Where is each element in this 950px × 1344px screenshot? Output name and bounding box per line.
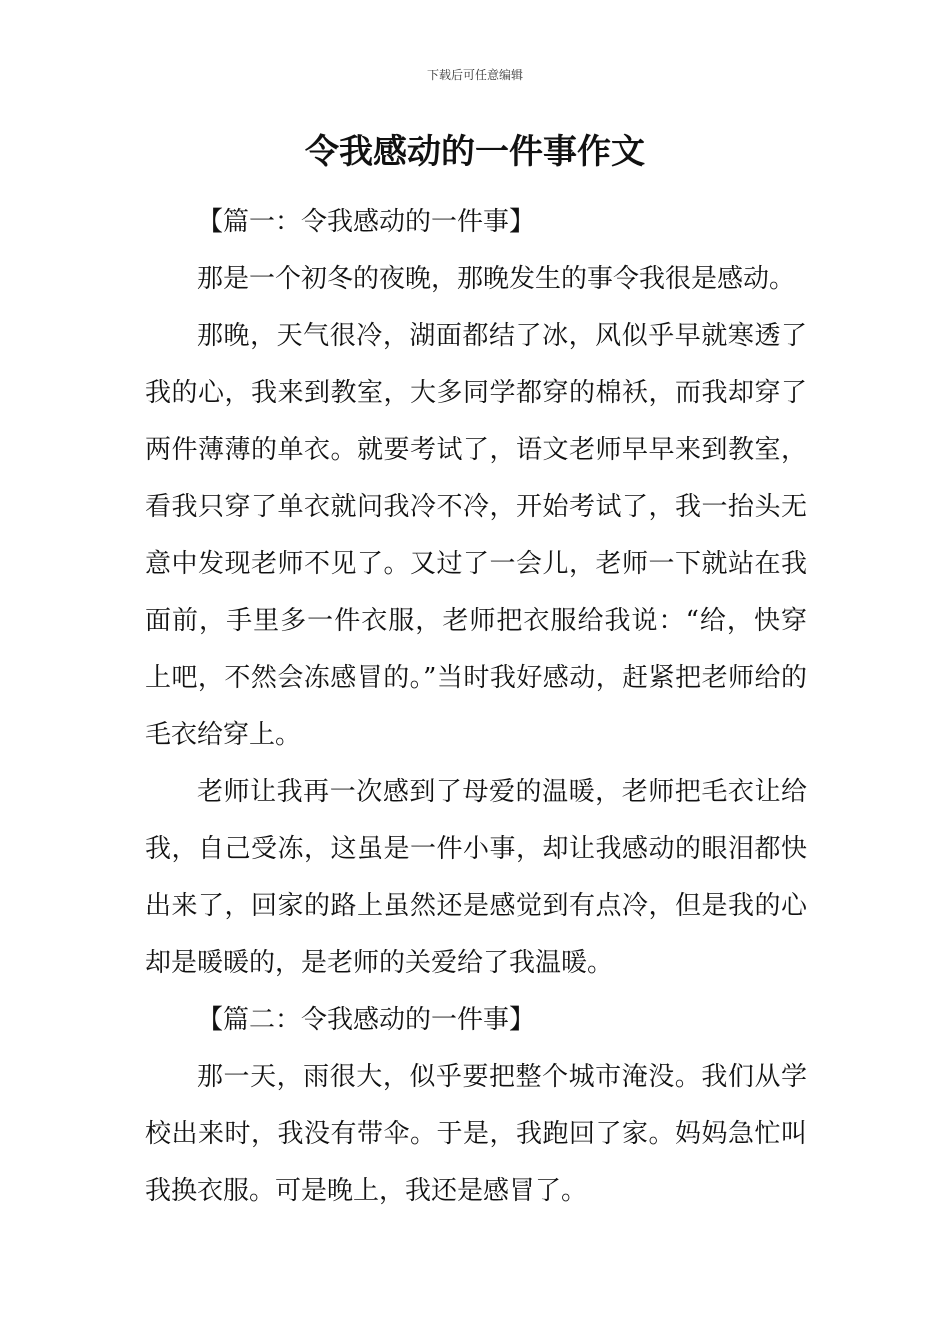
header-note: 下载后可任意编辑 xyxy=(426,68,523,82)
paragraph: 那晚，天气很冷，湖面都结了冰，风似乎早就寒透了我的心，我来到教室，大多同学都穿的棉袄，而我却穿了两件薄薄的单衣。就要考试了，语文老师早早来到教室，看我只穿了单衣就问我冷不冷，开始考试了，我一抬头无意中发现老师不见了。又过了一会儿，老师一下就站在我面前，手里多一件衣服，老师把衣服给我说：“给，快穿上吧，不然会冻感冒的。”当时我好感动，赶紧把老师给的毛衣给穿上。 xyxy=(145,321,807,750)
paragraph: 那一天，雨很大，似乎要把整个城市淹没。我们从学校出来时，我没有带伞。于是，我跑回了家。妈妈急忙叫我换衣服。可是晚上，我还是感冒了。 xyxy=(145,1062,807,1206)
paragraph: 那是一个初冬的夜晚，那晚发生的事令我很是感动。 xyxy=(197,264,796,294)
paragraph: 老师让我再一次感到了母爱的温暖，老师把毛衣让给我，自己受冻，这虽是一件小事，却让我感动的眼泪都快出来了，回家的路上虽然还是感觉到有点冷，但是我的心却是暖暖的，是老师的关爱给了我温暖。 xyxy=(145,777,807,978)
section-heading-1: 【篇一：令我感动的一件事】 xyxy=(197,207,536,237)
section-heading-2: 【篇二：令我感动的一件事】 xyxy=(197,1005,536,1035)
document-title: 令我感动的一件事作文 xyxy=(305,132,645,172)
document-body xyxy=(145,194,807,1220)
